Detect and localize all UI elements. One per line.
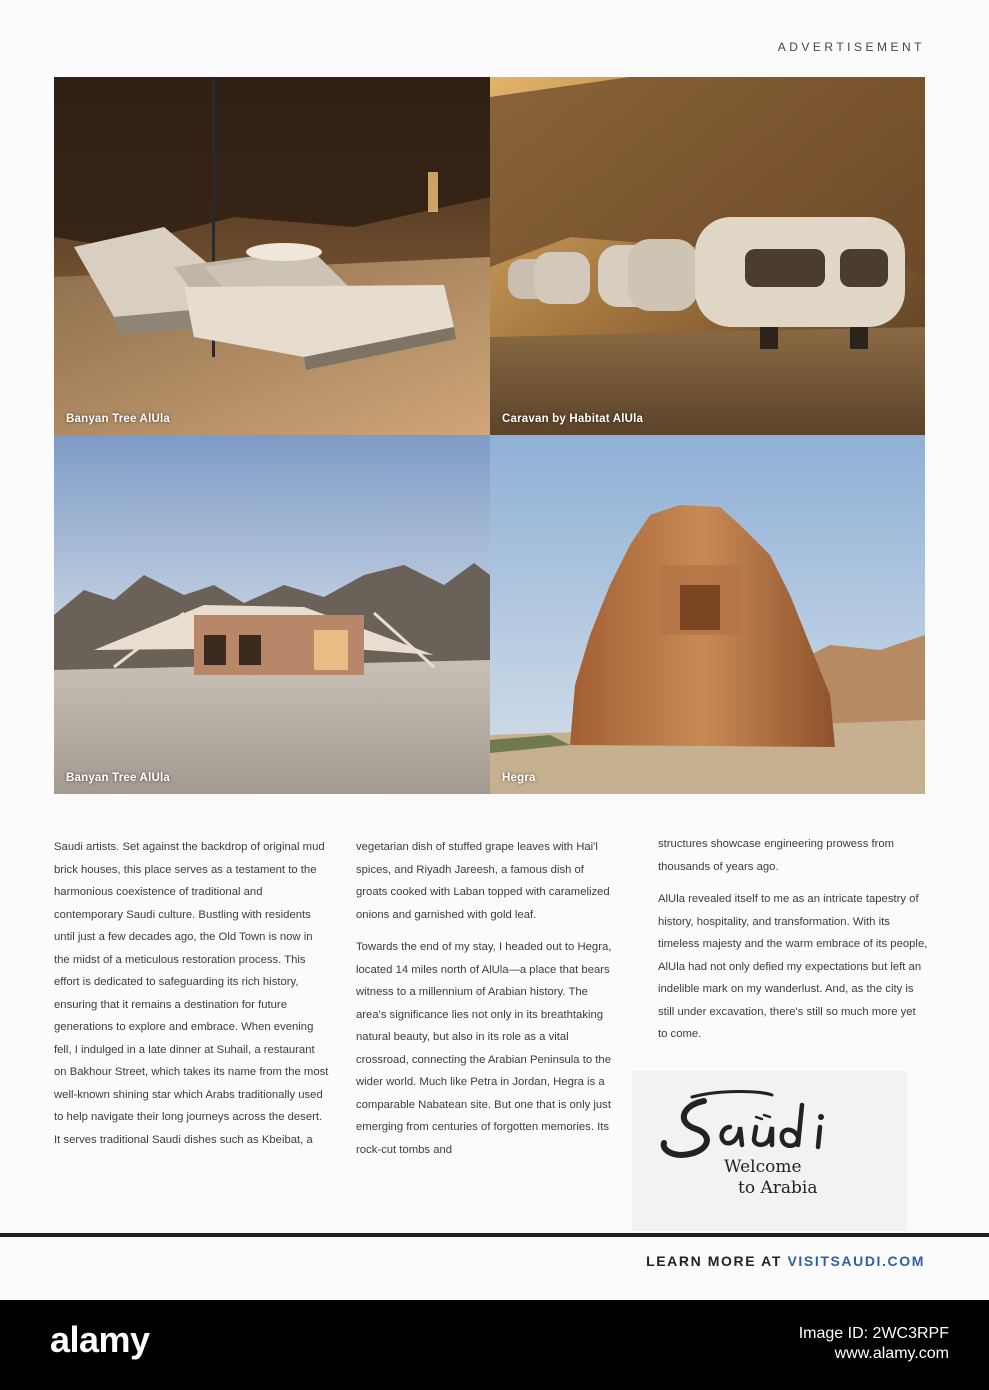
photo-rock-tomb-image xyxy=(490,435,925,794)
article-column-1 xyxy=(54,836,329,1151)
tagline-line-1: Welcome xyxy=(724,1157,802,1177)
article-paragraph: Towards the end of my stay, I headed out to Hegra, located 14 miles north of AlUla—a place that bears witness to a millennium of Arabian history. The area's significance lies not only in its breathtaking natural beauty, but also in its role as a vital crossroad, connecting the Arabian Peninsula to the wider world. Much like Petra in Jordan, Hegra is a comparable Nabatean site. But one that is only just emerging from centuries of forgotten memories. Its rock-cut tombs and xyxy=(356,941,612,1156)
article-paragraph: AlUla revealed itself to me as an intricate tapestry of history, hospitality, and transformation. With its timeless majesty and the warm embrace of its people, AlUla had not only defied my expectations but left an indelible mark on my wanderlust. And, as the city is still under excavation, there's still so much more yet to come. xyxy=(658,893,928,1040)
article-paragraph: Saudi artists. Set against the backdrop of original mud brick houses, this place serves as a testament to the harmonious coexistence of traditional and contemporary Saudi culture. Bustling with residents until just a few decades ago, the Old Town is now in the midst of a meticulous restoration process. This effort is dedicated to safeguarding its rich history, ensuring that it remains a destination for future generations to explore and embrace. When evening fell, I indulged in a late dinner at Suhail, a restaurant on Bakhour Street, which takes its name from the most well-known shining star which Arabs traditionally used to help navigate their long journeys across the desert. It serves traditional Saudi dishes such as Kbeibat, a xyxy=(54,841,329,1146)
article-column-2 xyxy=(356,836,618,1161)
article-column-3 xyxy=(658,833,928,1046)
photo-banyan-tree-daybeds xyxy=(54,77,490,435)
visitsaudi-link[interactable]: VISITSAUDI.COM xyxy=(787,1253,925,1269)
photo-hegra xyxy=(490,435,925,794)
logo-tagline xyxy=(724,1157,874,1199)
visit-saudi-logo xyxy=(632,1071,907,1231)
photo-caption: Caravan by Habitat AlUla xyxy=(502,413,644,425)
article-paragraph: vegetarian dish of stuffed grape leaves with Hai'l spices, and Riyadh Jareesh, a famous dish of groats cooked with Laban topped with caramelized onions and garnished with gold leaf. xyxy=(356,841,610,921)
stock-image-meta xyxy=(799,1324,949,1364)
stock-site-link[interactable]: www.alamy.com xyxy=(834,1345,949,1362)
learn-more-cta xyxy=(646,1253,925,1269)
footer-divider xyxy=(0,1233,989,1237)
cta-prefix: LEARN MORE AT xyxy=(646,1253,788,1269)
tagline-line-2: to Arabia xyxy=(738,1178,818,1198)
saudi-wordmark-logo xyxy=(652,1083,882,1163)
photo-banyan-tree-tent xyxy=(54,435,490,794)
photo-airstreams-image xyxy=(490,77,925,435)
article-paragraph: structures showcase engineering prowess from thousands of years ago. xyxy=(658,838,895,873)
photo-caption: Banyan Tree AlUla xyxy=(66,413,170,425)
photo-grid xyxy=(54,77,925,794)
photo-caravan-habitat xyxy=(490,77,925,435)
photo-daybeds-image xyxy=(54,77,490,435)
advertisement-label: ADVERTISEMENT xyxy=(777,40,925,54)
image-id: Image ID: 2WC3RPF xyxy=(798,1325,949,1342)
photo-caption: Banyan Tree AlUla xyxy=(66,772,170,784)
alamy-logo: alamy xyxy=(50,1319,150,1360)
photo-caption: Hegra xyxy=(502,772,536,784)
photo-tent-image xyxy=(54,435,490,794)
